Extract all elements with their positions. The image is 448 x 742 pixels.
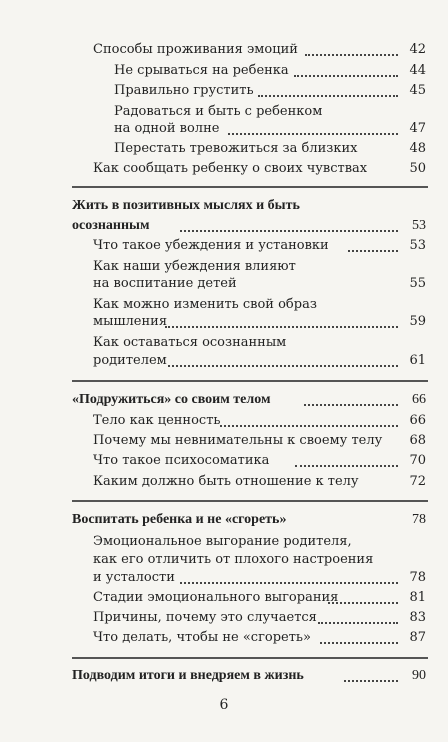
section-divider xyxy=(72,186,428,188)
toc-section-title: «Подружиться» со своим телом xyxy=(72,392,271,407)
toc-leader xyxy=(294,75,398,77)
toc-entry-label: Что такое психосоматика xyxy=(93,453,270,468)
toc-entry-label: Перестать тревожиться за близких xyxy=(114,141,358,156)
toc-section-page: 90 xyxy=(412,668,426,683)
toc-leader xyxy=(228,133,398,135)
toc-entry-page: 68 xyxy=(409,433,426,448)
toc-leader xyxy=(320,642,398,644)
toc-entry-label-line2: как его отличить от плохого настроения xyxy=(93,552,374,567)
toc-section-title-line1: Жить в позитивных мыслях и быть xyxy=(72,198,300,213)
toc-section-page: 53 xyxy=(412,218,426,233)
toc-entry-label-line1: Радоваться и быть с ребенком xyxy=(114,104,323,119)
toc-leader xyxy=(180,582,398,584)
toc-leader xyxy=(305,54,398,56)
toc-entry-label-line1: Как оставаться осознанным xyxy=(93,335,287,350)
toc-entry-label-line1: Как можно изменить свой образ xyxy=(93,297,317,312)
toc-entry-page: 66 xyxy=(409,413,426,428)
toc-entry-label-line1: Как наши убеждения влияют xyxy=(93,259,296,274)
toc-entry-page: 83 xyxy=(409,610,426,625)
toc-entry-page: 61 xyxy=(409,353,426,368)
toc-leader xyxy=(180,230,398,232)
toc-entry-label-line2: мышления xyxy=(93,314,168,329)
toc-entry-page: 87 xyxy=(409,630,426,645)
toc-entry-page: 42 xyxy=(409,42,426,57)
toc-leader xyxy=(318,622,398,624)
toc-entry-label: Что такое убеждения и установки xyxy=(93,238,329,253)
toc-entry-page: 81 xyxy=(409,590,426,605)
toc-leader xyxy=(344,680,398,682)
toc-entry-page: 44 xyxy=(409,63,426,78)
toc-leader xyxy=(304,404,398,406)
page-number: 6 xyxy=(219,697,229,713)
toc-entry-label: Что делать, чтобы не «сгореть» xyxy=(93,630,311,645)
toc-leader xyxy=(295,465,398,467)
toc-entry-label: Причины, почему это случается xyxy=(93,610,317,625)
toc-entry-label: Почему мы невнимательны к своему телу xyxy=(93,433,383,448)
toc-leader xyxy=(165,326,398,328)
toc-entry-page: 48 xyxy=(409,141,426,156)
toc-entry-label: Не срываться на ребенка xyxy=(114,63,289,78)
toc-entry-page: 55 xyxy=(409,276,426,291)
toc-entry-label: Правильно грустить xyxy=(114,83,254,98)
toc-leader xyxy=(258,95,398,97)
toc-entry-label: Способы проживания эмоций xyxy=(93,42,298,57)
toc-leader xyxy=(168,365,398,367)
toc-entry-page: 47 xyxy=(409,121,426,136)
toc-entry-label-line3: и усталости xyxy=(93,570,175,585)
toc-entry-page: 50 xyxy=(409,161,426,176)
toc-entry-label: Как сообщать ребенку о своих чувствах xyxy=(93,161,368,176)
toc-entry-label: Каким должно быть отношение к телу xyxy=(93,474,359,489)
section-divider xyxy=(72,380,428,382)
toc-entry-label: Стадии эмоционального выгорания xyxy=(93,590,339,605)
toc-entry-label: Тело как ценность xyxy=(93,413,221,428)
toc-section-page: 66 xyxy=(412,392,426,407)
toc-leader xyxy=(220,425,398,427)
toc-entry-label-line2: родителем xyxy=(93,353,167,368)
toc-section-page: 78 xyxy=(412,512,426,527)
toc-entry-label-line2: на одной волне xyxy=(114,121,220,136)
toc-leader xyxy=(348,250,398,252)
toc-section-title: Подводим итоги и внедряем в жизнь xyxy=(72,668,304,683)
toc-entry-page: 59 xyxy=(409,314,426,329)
section-divider xyxy=(72,657,428,659)
toc-leader xyxy=(328,602,398,604)
toc-entry-page: 45 xyxy=(409,83,426,98)
section-divider xyxy=(72,500,428,502)
toc-entry-label-line2: на воспитание детей xyxy=(93,276,237,291)
toc-section-title-line2: осознанным xyxy=(72,218,150,233)
toc-entry-page: 53 xyxy=(409,238,426,253)
toc-entry-page: 78 xyxy=(409,570,426,585)
toc-entry-label-line1: Эмоциональное выгорание родителя, xyxy=(93,534,352,549)
toc-entry-page: 70 xyxy=(409,453,426,468)
toc-section-title: Воспитать ребенка и не «сгореть» xyxy=(72,512,287,527)
toc-entry-page: 72 xyxy=(409,474,426,489)
